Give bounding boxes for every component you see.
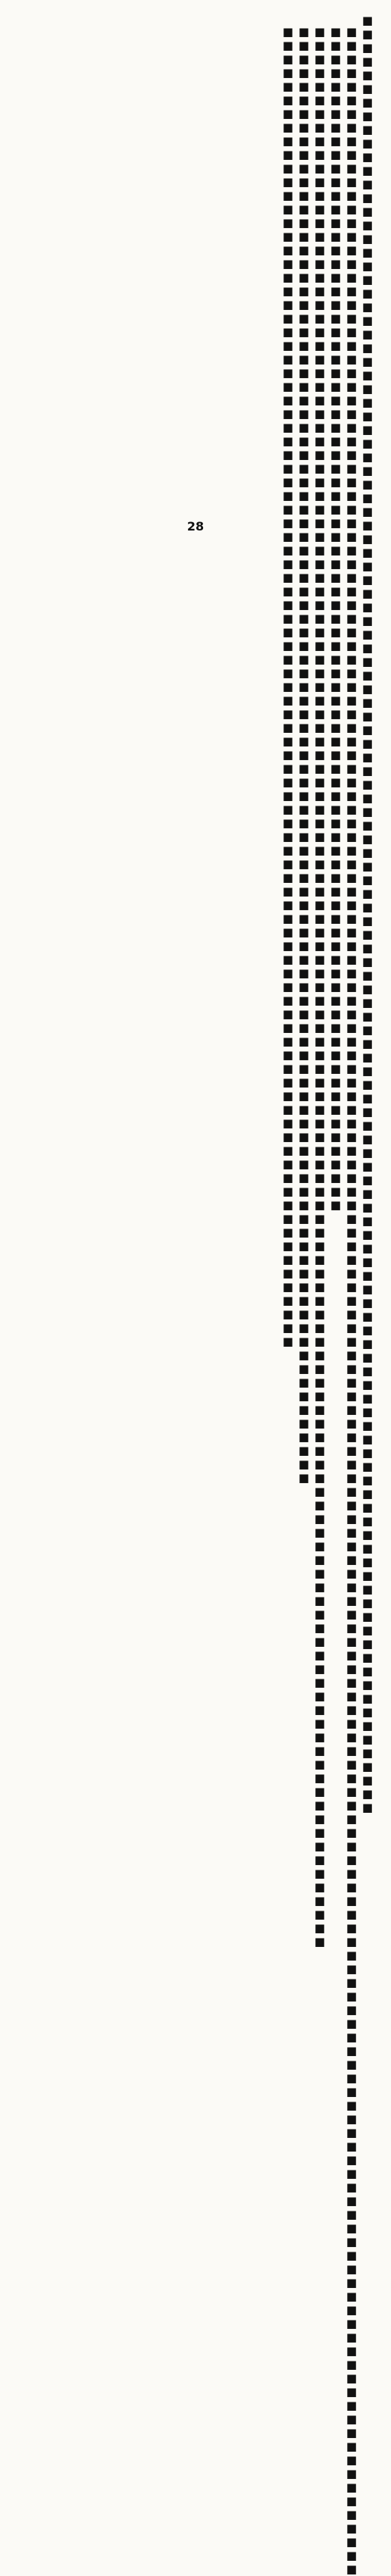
paragraph-4: ■■■■■■■■■■■■■■■■■■■■■■■■■■■■■■■■■■■■■■■■■■■■■■■■■■■■■■■■■■■■■■■■■■■■■■■■■■■■■■■■■■■■■■■■■■■■■■■■■■■■■■■■■■■■■■■■■■■■■■■■■■■■■■■■■■■■■■■■■■■■■ (313, 25, 327, 1948)
paragraph-5: ■■■■■■■■■■■■■■■■■■■■■■■■■■■■■■■■■■■■■■■■■■■■■■■■■■■■■■■■■■■■■■■■■■■■■■■■■■■■■■■■■■■■■■■■■■■■■■■■■■■■■■■■■■■ (297, 25, 311, 1485)
paragraph-2: ■■■■■■■■■■■■■■■■■■■■■■■■■■■■■■■■■■■■■■■■■■■■■■■■■■■■■■■■■■■■■■■■■■■■■■■■■■■■■■■■■■■■■■■■■■■■■■■■■■■■■■■■■■■■■■■■■■■■■■■■■■■■■■■■■■■■■■■■■■■■■■■■■■■■■■■■■■■■■■■■■■■■■■■■■■■■■■■■■■■■■■■■■■■ (345, 25, 358, 2576)
paragraph-6: ■■■■■■■■■■■■■■■■■■■■■■■■■■■■■■■■■■■■■■■■■■■■■■■■■■■■■■■■■■■■■■■■■■■■■■■■■■■■■■■■■■■■■■■■■■■■■■■■■ (281, 25, 295, 1348)
paragraph-1: ■■■■■■■■■■■■■■■■■■■■■■■■■■■■■■■■■■■■■■■■■■■■■■■■■■■■■■■■■■■■■■■■■■■■■■■■■■■■■■■■■■■■■■■■■■■■■■■■■■■■■■■■■■■■■■■■■■■■■■■■■■■■■■■■■■■■ (361, 14, 374, 1814)
paragraph-3: ■■■■■■■■■■■■■■■■■■■■■■■■■■■■■■■■■■■■■■■■■■■■■■■■■■■■■■■■■■■■■■■■■■■■■■■■■■■■■■■■■■■■■■■ (329, 25, 343, 1212)
page-number: 28 (186, 519, 205, 534)
